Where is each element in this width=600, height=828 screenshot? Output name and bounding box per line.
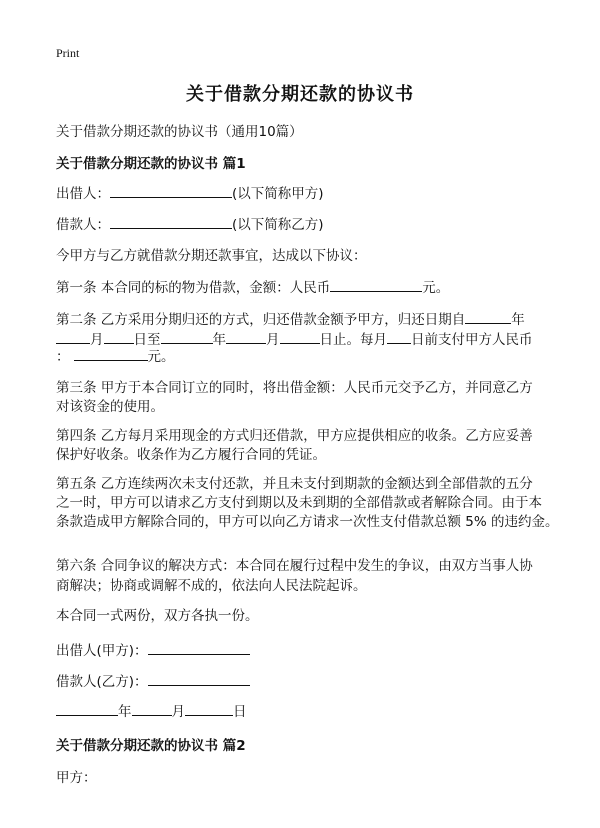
article-2-unit: 元。 bbox=[147, 349, 175, 365]
article-5-line-3: 条款造成甲方解除合同的，甲方可以向乙方请求一次性支付借款总额 5% 的违约金。 bbox=[56, 514, 559, 530]
monthly-day-blank bbox=[387, 329, 411, 344]
signing-date-line bbox=[56, 700, 247, 720]
article-2-monthly: 日止。每月 bbox=[319, 332, 387, 348]
end-year-blank bbox=[161, 329, 213, 344]
borrower-label: 借款人： bbox=[56, 217, 110, 233]
print-link[interactable]: Print bbox=[56, 46, 80, 60]
article-2-end-month: 月 bbox=[266, 332, 280, 348]
article-2-to: 日至 bbox=[133, 332, 161, 348]
lender-suffix: (以下简称甲方) bbox=[232, 186, 324, 202]
lender-label: 出借人： bbox=[56, 186, 110, 202]
article-3-line-2: 对该资金的使用。 bbox=[56, 399, 164, 415]
article-4-line-1: 第四条 乙方每月采用现金的方式归还借款，甲方应提供相应的收条。乙方应妥善 bbox=[56, 428, 533, 444]
borrower-signature-line bbox=[56, 670, 250, 690]
article-2-pay: 日前支付甲方人民币 bbox=[411, 332, 533, 348]
article-1-unit: 元。 bbox=[422, 280, 450, 296]
date-month-label: 月 bbox=[171, 704, 185, 720]
lender-signature-line bbox=[56, 639, 250, 659]
monthly-amount-blank bbox=[74, 346, 148, 361]
document-title: 关于借款分期还款的协议书 bbox=[186, 84, 414, 105]
article-2-colon: ： bbox=[56, 349, 70, 365]
borrower-blank bbox=[110, 214, 232, 229]
article-4-line-2: 保护好收条。收条作为乙方履行合同的凭证。 bbox=[56, 447, 326, 463]
article-1 bbox=[56, 276, 449, 296]
lender-blank bbox=[110, 183, 232, 198]
article-1-text: 第一条 本合同的标的物为借款，金额：人民币 bbox=[56, 280, 331, 296]
party-a-line: 甲方： bbox=[56, 770, 97, 786]
lender-signature-label: 出借人(甲方)： bbox=[56, 643, 148, 659]
article-6-line-1: 第六条 合同争议的解决方式：本合同在履行过程中发生的争议，由双方当事人协 bbox=[56, 558, 533, 574]
start-day-blank bbox=[104, 329, 134, 344]
borrower-suffix: (以下简称乙方) bbox=[232, 217, 324, 233]
article-5-line-1: 第五条 乙方连续两次未支付还款，并且未支付到期款的金额达到全部借款的五分 bbox=[56, 476, 533, 492]
end-day-blank bbox=[280, 329, 320, 344]
article-6-line-2: 商解决；协商或调解不成的，依法向人民法院起诉。 bbox=[56, 578, 367, 594]
date-day-blank bbox=[185, 701, 233, 716]
end-month-blank bbox=[226, 329, 266, 344]
subtitle: 关于借款分期还款的协议书（通用10篇） bbox=[56, 124, 303, 140]
article-2-end-year: 年 bbox=[212, 332, 226, 348]
date-month-blank bbox=[132, 701, 172, 716]
date-year-blank bbox=[56, 701, 118, 716]
article-3-line-1: 第三条 甲方于本合同订立的同时，将出借金额：人民币元交予乙方，并同意乙方 bbox=[56, 380, 533, 396]
date-day-label: 日 bbox=[233, 704, 247, 720]
article-2-year: 年 bbox=[511, 312, 525, 328]
borrower-line bbox=[56, 213, 324, 233]
lender-signature-blank bbox=[148, 640, 250, 655]
lender-line bbox=[56, 182, 324, 202]
section-heading-1: 关于借款分期还款的协议书 篇1 bbox=[56, 156, 246, 172]
intro-paragraph: 今甲方与乙方就借款分期还款事宜，达成以下协议： bbox=[56, 248, 367, 264]
borrower-signature-label: 借款人(乙方)： bbox=[56, 674, 148, 690]
start-year-blank bbox=[465, 309, 511, 324]
amount-blank bbox=[330, 277, 422, 292]
copies-clause: 本合同一式两份，双方各执一份。 bbox=[56, 608, 259, 624]
section-heading-2: 关于借款分期还款的协议书 篇2 bbox=[56, 738, 246, 754]
article-2-line-1 bbox=[56, 308, 525, 328]
date-year-label: 年 bbox=[118, 704, 132, 720]
article-2-text: 第二条 乙方采用分期归还的方式，归还借款金额予甲方，归还日期自 bbox=[56, 312, 466, 328]
article-2-month: 月 bbox=[90, 332, 104, 348]
start-month-blank bbox=[56, 329, 90, 344]
article-5-line-2: 之一时，甲方可以请求乙方支付到期以及未到期的全部借款或者解除合同。由于本 bbox=[56, 495, 542, 511]
borrower-signature-blank bbox=[148, 671, 250, 686]
article-2-line-3 bbox=[56, 345, 175, 365]
